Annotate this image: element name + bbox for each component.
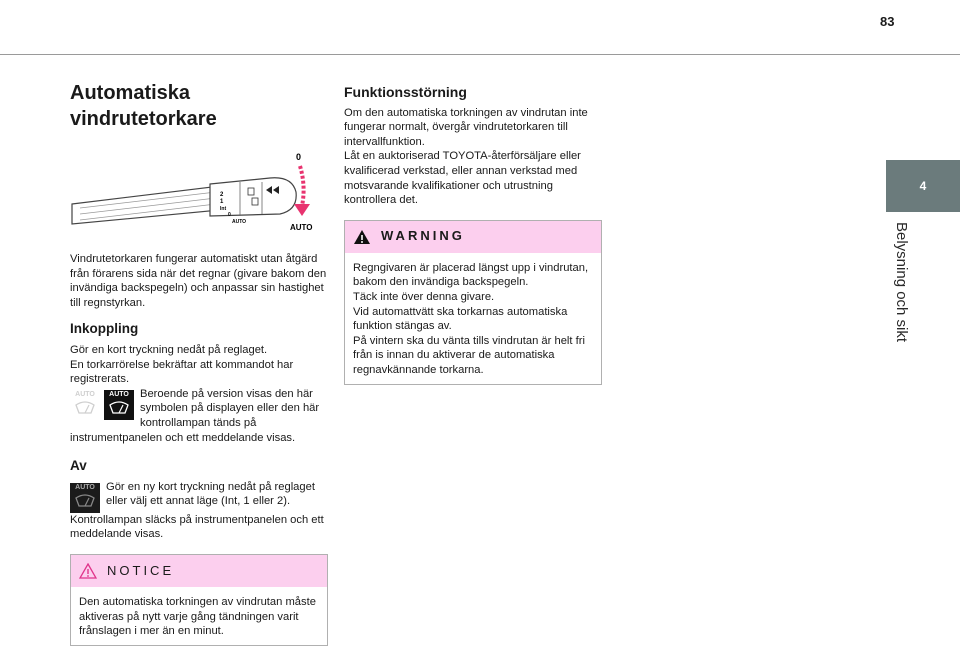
warning-title: WARNING [381,228,465,244]
auto-wiper-icons [70,390,134,420]
warning-header [345,221,601,253]
notice-icon [79,563,97,579]
notice-box [70,554,328,646]
notice-header [71,555,327,587]
inkoppling-text-3: Beroende på version visas den här symbolen på displayen eller den här kontrollampan tänds på instrumentpanelen och ett meddelande visas. [70,387,320,444]
malfunction-text-2: Låt en auktoriserad TOYOTA-återförsäljare eller kvalificerad verkstad, eller annan verkstad med motsvarande kvalifikationer och utrustning kontrollera det. [344,150,581,207]
arrow-label-auto: AUTO [290,223,313,232]
inkoppling-text-2: En torkarrörelse bekräftar att kommandot har registrerats. [70,358,294,386]
inkoppling-text-1: Gör en kort tryckning nedåt på reglaget. [70,343,268,356]
warning-text-3: Vid automattvätt ska torkarnas automatiska funktion stängas av. [353,305,568,333]
arrow-label-0: 0 [296,152,302,162]
warning-text-2: Täck inte över denna givare. [353,290,495,303]
chapter-label: Belysning och sikt [893,222,910,343]
av-text-1: Gör en ny kort tryckning nedåt på reglaget eller välj ett annat läge (Int, 1 eller 2). [106,480,315,508]
page-title: Automatiska vindrutetorkare [70,82,217,130]
right-column [344,80,602,385]
auto-wiper-display-icon [104,390,134,420]
auto-off-label: AUTO [75,483,95,491]
chapter-tab[interactable]: 4 [886,160,960,212]
malfunction-heading: Funktionsstörning [344,84,467,100]
warning-box [344,220,602,385]
warning-icon [353,229,371,245]
stalk-label-0: 0 [228,212,231,218]
stalk-label-1: 1 [220,199,224,205]
page-number: 83 [880,14,895,29]
wiper-stalk-illustration [70,144,328,244]
stalk-label-int: Int [220,206,227,212]
malfunction-text-1: Om den automatiska torkningen av vindrutan inte fungerar normalt, övergår vindrutetorkaren till intervallfunktion. [344,106,588,148]
stalk-label-2: 2 [220,192,224,198]
intro-text: Vindrutetorkaren fungerar automatiskt utan åtgärd från förarens sida när det regnar (givare bakom den invändiga backspegeln) och anpassar sin hastighet till regnstyrkan. [70,253,327,309]
av-heading: Av [70,458,87,474]
stalk-label-auto: AUTO [232,219,247,225]
header-rule [0,54,960,55]
auto-wiper-lamp-icon [70,390,100,420]
inkoppling-heading: Inkoppling [70,321,139,337]
warning-text-4: På vintern ska du vänta tills vindrutan är helt fri från is innan du aktiverar de automatiska regnavkännande torkarna. [353,334,585,376]
auto-display-label: AUTO [109,390,129,398]
auto-wiper-off-icon [70,483,100,513]
left-column [70,80,328,646]
warning-text-1: Regngivaren är placerad längst upp i vindrutan, bakom den invändiga backspegeln. [353,261,589,289]
wiper-stalk-icon [70,144,328,244]
chapter-label-wrap [893,222,913,392]
notice-title: NOTICE [107,562,175,578]
notice-text: Den automatiska torkningen av vindrutan måste aktiveras på nytt varje gång tändningen varit frånslagen i mer än en minut. [79,595,316,638]
auto-off-icons [70,483,100,513]
av-text-2: Kontrollampan släcks på instrumentpanelen och ett meddelande visas. [70,513,324,541]
auto-lamp-label: AUTO [75,390,95,398]
